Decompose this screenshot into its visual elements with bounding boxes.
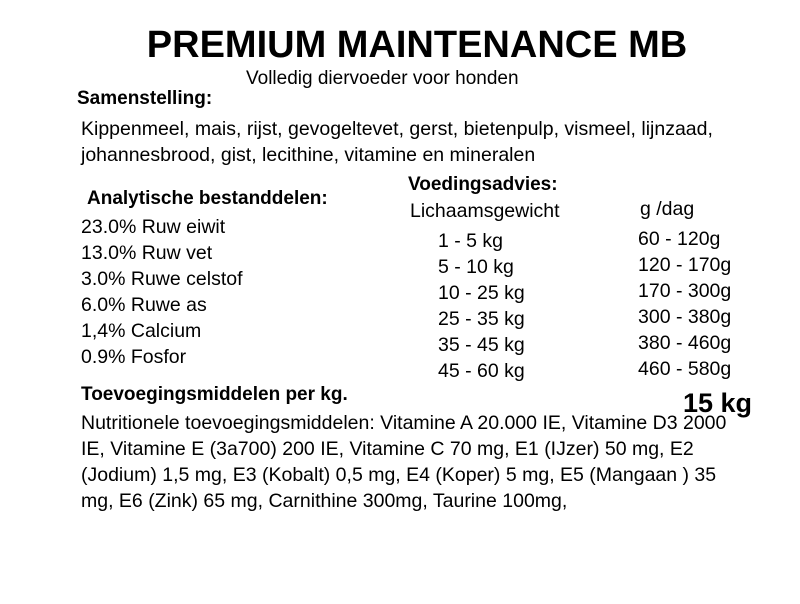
feeding-weight-cell: 1 - 5 kg [438, 230, 504, 252]
feeding-weight-cell: 10 - 25 kg [438, 282, 525, 304]
product-subtitle: Volledig diervoeder voor honden [246, 68, 519, 89]
feeding-amount-cell: 60 - 120g [638, 228, 721, 250]
feeding-amount-cell: 120 - 170g [638, 254, 732, 276]
analytic-item: 3.0% Ruwe celstof [81, 268, 243, 290]
feeding-amount-cell: 300 - 380g [638, 306, 732, 328]
feeding-weight-cell: 5 - 10 kg [438, 256, 514, 278]
composition-text: Kippenmeel, mais, rijst, gevogeltevet, gerst, bietenpulp, vismeel, lijnzaad, johannesbrood, gist, lecithine, vitamine en mineralen [81, 118, 713, 166]
feeding-heading: Voedingsadvies: [408, 174, 558, 195]
feeding-amount-column [638, 226, 731, 382]
additives-text: Nutritionele toevoegingsmiddelen: Vitamine A 20.000 IE, Vitamine D3 2000 IE, Vitamine E (3a700) 200 IE, Vitamine C 70 mg, E1 (IJzer) 50 mg, E2 (Jodium) 1,5 mg, E3 (Kobalt) 0,5 mg, E4 (Koper) 5 mg, E5 (Mangaan ) 35 mg, E6 (Zink) 65 mg, Carnithine 300mg, Taurine 100mg, [81, 412, 727, 512]
analytic-item: 23.0% Ruw eiwit [81, 216, 226, 238]
feeding-amount-cell: 460 - 580g [638, 358, 732, 380]
analytic-item: 0.9% Fosfor [81, 346, 187, 368]
package-weight: 15 kg [682, 388, 752, 418]
analytic-item: 13.0% Ruw vet [81, 242, 213, 264]
analytic-item: 6.0% Ruwe as [81, 294, 207, 316]
feeding-amount-cell: 380 - 460g [638, 332, 732, 354]
analytic-item: 1,4% Calcium [81, 320, 202, 342]
additives-heading: Toevoegingsmiddelen per kg. [81, 384, 348, 405]
feeding-weight-column [438, 228, 525, 384]
analytic-heading: Analytische bestanddelen: [87, 188, 328, 209]
analytic-list [81, 214, 243, 370]
feeding-weight-cell: 35 - 45 kg [438, 334, 525, 356]
feeding-amount-header: g /dag [640, 198, 695, 220]
feeding-amount-cell: 170 - 300g [638, 280, 732, 302]
product-title: PREMIUM MAINTENANCE MB [146, 24, 688, 66]
feeding-weight-cell: 25 - 35 kg [438, 308, 525, 330]
feeding-weight-cell: 45 - 60 kg [438, 360, 525, 382]
composition-heading: Samenstelling: [77, 88, 213, 109]
feeding-weight-header: Lichaamsgewicht [410, 200, 560, 222]
